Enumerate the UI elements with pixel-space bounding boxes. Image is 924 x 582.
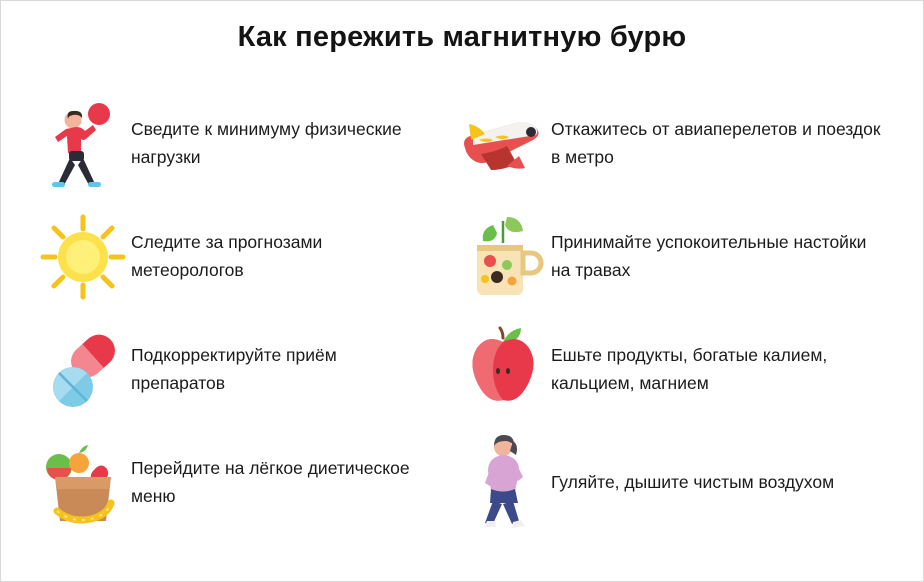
tip-text: Принимайте успокоительные настойки на травах [551, 232, 867, 280]
airplane-icon [455, 96, 551, 192]
pills-capsule-icon [35, 322, 131, 418]
tip-text: Ешьте продукты, богатые калием, кальцием, магнием [551, 345, 828, 393]
apple-icon [455, 322, 551, 418]
tip-item-diet [1, 426, 433, 539]
tip-item-nutrition [433, 313, 885, 426]
tip-item-herbal [433, 200, 885, 313]
tip-text: Сведите к минимуму физические нагрузки [131, 119, 402, 167]
tip-item-medication [1, 313, 433, 426]
herbal-tea-mug-icon [455, 209, 551, 305]
tip-item-walking [433, 426, 885, 539]
tips-grid [1, 87, 924, 539]
tip-text: Гуляйте, дышите чистым воздухом [551, 471, 835, 492]
tip-item-exercise [1, 87, 433, 200]
grocery-bag-measuring-tape-icon [35, 435, 131, 531]
tip-text: Подкорректируйте приём препаратов [131, 345, 337, 393]
sun-icon [35, 209, 131, 305]
tip-text: Перейдите на лёгкое диетическое меню [131, 458, 410, 506]
tip-item-forecast [1, 200, 433, 313]
page-title: Как пережить магнитную бурю [237, 21, 687, 53]
tip-text: Следите за прогнозами метеорологов [131, 232, 323, 280]
tip-item-travel [433, 87, 885, 200]
woman-exercising-icon [35, 96, 131, 192]
walking-woman-icon [455, 435, 551, 531]
tip-text: Откажитесь от авиаперелетов и поездок в метро [551, 119, 881, 167]
